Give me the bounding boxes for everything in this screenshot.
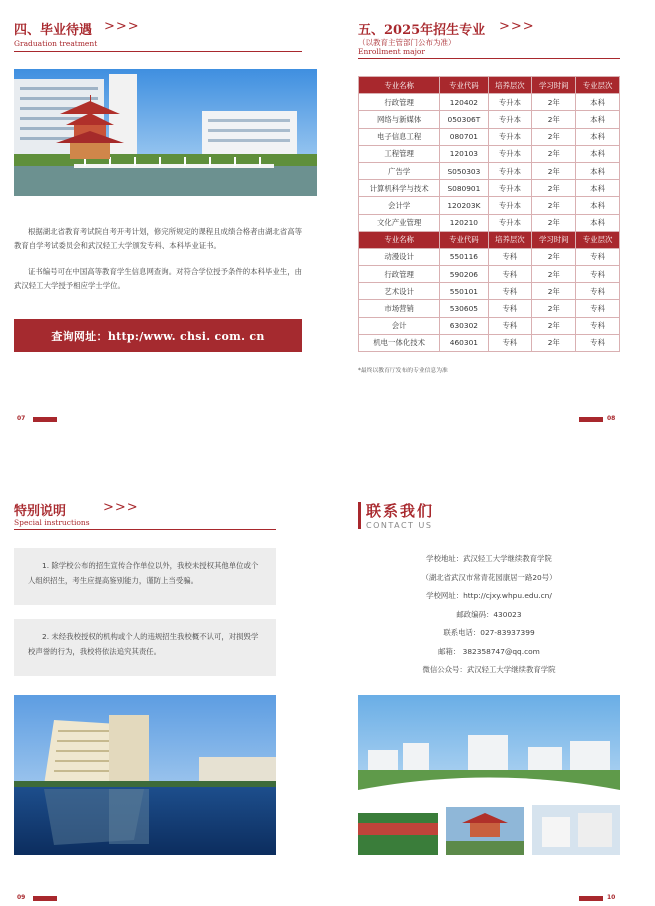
table-cell: 2年 xyxy=(532,145,576,162)
page-bar-09 xyxy=(33,896,57,901)
campus-pavilion-photo xyxy=(14,69,317,196)
table-cell: 2年 xyxy=(532,300,576,317)
table-cell: 专科 xyxy=(488,300,532,317)
table-cell: 2年 xyxy=(532,214,576,231)
table-header-cell: 专业名称 xyxy=(359,231,440,248)
query-website-banner[interactable] xyxy=(14,319,302,352)
contact-info xyxy=(378,550,600,680)
table-header-cell: 培养层次 xyxy=(488,231,532,248)
table-cell: 630302 xyxy=(440,317,488,334)
table-row xyxy=(359,266,620,283)
table-cell: 电子信息工程 xyxy=(359,128,440,145)
table-cell: 专科 xyxy=(488,248,532,265)
table-header-cell: 专业代码 xyxy=(440,77,488,94)
table-cell: 会计学 xyxy=(359,197,440,214)
table-cell: 本科 xyxy=(576,145,620,162)
table-cell: 590206 xyxy=(440,266,488,283)
page-bar-10 xyxy=(579,896,603,901)
section-note-authority: （以教育主管部门公布为准） xyxy=(358,38,456,47)
table-cell: 2年 xyxy=(532,283,576,300)
section-title-special: 特别说明 xyxy=(14,504,67,519)
table-row xyxy=(359,283,620,300)
arrows-decoration: >>> xyxy=(499,19,535,34)
page-number-07: 07 xyxy=(17,415,26,422)
contact-title-en: CONTACT US xyxy=(366,521,433,530)
table-header-cell: 专业层次 xyxy=(576,231,620,248)
table-row xyxy=(359,94,620,111)
table-cell: 动漫设计 xyxy=(359,248,440,265)
contact-phone[interactable]: 联系电话：027-83937399 xyxy=(443,628,535,637)
table-cell: 本科 xyxy=(576,111,620,128)
table-cell: 专升本 xyxy=(488,145,532,162)
contact-email[interactable]: 邮箱： 382358747@qq.com xyxy=(438,646,540,656)
table-header-row xyxy=(359,77,620,94)
contact-postcode: 邮政编码：430023 xyxy=(456,609,522,619)
table-cell: 专科 xyxy=(488,317,532,334)
table-row xyxy=(359,334,620,351)
table-cell: 行政管理 xyxy=(359,266,440,283)
table-cell: 专升本 xyxy=(488,180,532,197)
contact-website[interactable]: 学校网址：http://cjxy.whpu.edu.cn/ xyxy=(426,591,552,600)
paragraph-certificate xyxy=(14,225,302,252)
table-cell: 2年 xyxy=(532,180,576,197)
table-cell: 本科 xyxy=(576,180,620,197)
table-cell: 网络与新媒体 xyxy=(359,111,440,128)
table-header-cell: 学习时间 xyxy=(532,77,576,94)
table-cell: 本科 xyxy=(576,128,620,145)
section-subtitle-en: Graduation treatment xyxy=(14,39,98,48)
paragraph-degree-text: 证书编号可在中国高等教育学生信息网查询。对符合学位授予条件的本科毕业生，由武汉轻工大学授予相应学士学位。 xyxy=(14,267,302,290)
table-cell: 本科 xyxy=(576,94,620,111)
table-cell: 120103 xyxy=(440,145,488,162)
table-row xyxy=(359,128,620,145)
table-cell: 工程管理 xyxy=(359,145,440,162)
contact-title: 联系我们 xyxy=(366,502,435,520)
table-cell: 艺术设计 xyxy=(359,283,440,300)
table-cell: 460301 xyxy=(440,334,488,351)
table-cell: 专升本 xyxy=(488,214,532,231)
table-row xyxy=(359,300,620,317)
arrows-decoration: >>> xyxy=(104,19,140,34)
table-cell: 计算机科学与技术 xyxy=(359,180,440,197)
notice-text-1: 1. 除学校公布的招生宣传合作单位以外，我校未授权其他单位或个人组织招生，考生应提高鉴别能力，谨防上当受骗。 xyxy=(28,561,259,585)
table-cell: 080701 xyxy=(440,128,488,145)
table-cell: 专科 xyxy=(576,248,620,265)
table-cell: 本科 xyxy=(576,197,620,214)
table-cell: 2年 xyxy=(532,334,576,351)
page-number-09: 09 xyxy=(17,894,26,901)
table-cell: 专科 xyxy=(488,283,532,300)
table-row xyxy=(359,111,620,128)
table-row xyxy=(359,197,620,214)
table-cell: 专科 xyxy=(576,283,620,300)
section-rule xyxy=(14,529,276,530)
campus-lake-photo xyxy=(14,695,276,855)
section-rule xyxy=(14,51,302,52)
table-cell: 2年 xyxy=(532,94,576,111)
section-title-majors: 五、2025年招生专业 xyxy=(358,23,486,38)
table-cell: 会计 xyxy=(359,317,440,334)
table-cell: 市场营销 xyxy=(359,300,440,317)
table-cell: 050306T xyxy=(440,111,488,128)
table-row xyxy=(359,180,620,197)
table-cell: 2年 xyxy=(532,197,576,214)
paragraph-certificate-text: 根据湖北省教育考试院自考开考计划，修完所规定的课程且成绩合格者由湖北省高等教育自学考试委员会和武汉轻工大学颁发专科、本科毕业证书。 xyxy=(14,227,302,250)
notice-text-2: 2. 未经我校授权的机构或个人的违规招生我校概不认可，对损毁学校声誉的行为，我校将依法追究其责任。 xyxy=(28,632,259,656)
table-cell: 120402 xyxy=(440,94,488,111)
majors-table xyxy=(358,76,620,352)
table-cell: 550116 xyxy=(440,248,488,265)
table-row xyxy=(359,317,620,334)
table-cell: 专科 xyxy=(576,334,620,351)
majors-table-body xyxy=(359,77,620,352)
table-cell: 530605 xyxy=(440,300,488,317)
table-cell: 专升本 xyxy=(488,162,532,179)
table-header-cell: 培养层次 xyxy=(488,77,532,94)
table-cell: 文化产业管理 xyxy=(359,214,440,231)
notice-box-2 xyxy=(14,619,276,676)
page-bar-07 xyxy=(33,417,57,422)
query-website-label: 查询网址：http:/www. chsi. com. cn xyxy=(51,329,265,343)
table-cell: 120210 xyxy=(440,214,488,231)
section-rule xyxy=(358,58,620,59)
campus-collage-photo xyxy=(358,695,620,855)
table-cell: 本科 xyxy=(576,214,620,231)
table-cell: 专科 xyxy=(488,266,532,283)
table-cell: 专升本 xyxy=(488,111,532,128)
table-cell: 2年 xyxy=(532,266,576,283)
notice-box-1 xyxy=(14,548,276,605)
page-bar-08 xyxy=(579,417,603,422)
page-number-10: 10 xyxy=(607,894,616,901)
table-row xyxy=(359,214,620,231)
table-cell: 2年 xyxy=(532,162,576,179)
table-cell: 专升本 xyxy=(488,94,532,111)
table-header-cell: 专业代码 xyxy=(440,231,488,248)
table-header-row xyxy=(359,231,620,248)
section-title-graduation: 四、毕业待遇 xyxy=(14,23,93,38)
footnote: *最终以教育厅发布的专业信息为准 xyxy=(358,368,448,374)
table-cell: S080901 xyxy=(440,180,488,197)
table-cell: S050303 xyxy=(440,162,488,179)
table-cell: 本科 xyxy=(576,162,620,179)
table-header-cell: 学习时间 xyxy=(532,231,576,248)
contact-address-detail: （湖北省武汉市常青花园康居一路20号） xyxy=(421,572,557,582)
section-subtitle-en: Enrollment major xyxy=(358,47,425,56)
table-cell: 行政管理 xyxy=(359,94,440,111)
table-cell: 机电一体化技术 xyxy=(359,334,440,351)
page-number-08: 08 xyxy=(607,415,616,422)
contact-accent-bar xyxy=(358,502,361,529)
table-cell: 专升本 xyxy=(488,197,532,214)
table-row xyxy=(359,162,620,179)
table-row xyxy=(359,145,620,162)
section-subtitle-en: Special instructions xyxy=(14,518,90,527)
table-header-cell: 专业名称 xyxy=(359,77,440,94)
table-cell: 2年 xyxy=(532,317,576,334)
contact-wechat: 微信公众号：武汉轻工大学继续教育学院 xyxy=(422,665,556,674)
contact-address: 学校地址：武汉轻工大学继续教育学院 xyxy=(426,554,552,563)
table-cell: 专升本 xyxy=(488,128,532,145)
table-header-cell: 专业层次 xyxy=(576,77,620,94)
table-row xyxy=(359,248,620,265)
table-cell: 550101 xyxy=(440,283,488,300)
table-cell: 2年 xyxy=(532,111,576,128)
table-cell: 专科 xyxy=(576,317,620,334)
table-cell: 广告学 xyxy=(359,162,440,179)
table-cell: 2年 xyxy=(532,128,576,145)
table-cell: 2年 xyxy=(532,248,576,265)
table-cell: 专科 xyxy=(488,334,532,351)
arrows-decoration: >>> xyxy=(103,500,139,515)
table-cell: 专科 xyxy=(576,300,620,317)
paragraph-degree xyxy=(14,265,302,292)
table-cell: 专科 xyxy=(576,266,620,283)
table-cell: 120203K xyxy=(440,197,488,214)
